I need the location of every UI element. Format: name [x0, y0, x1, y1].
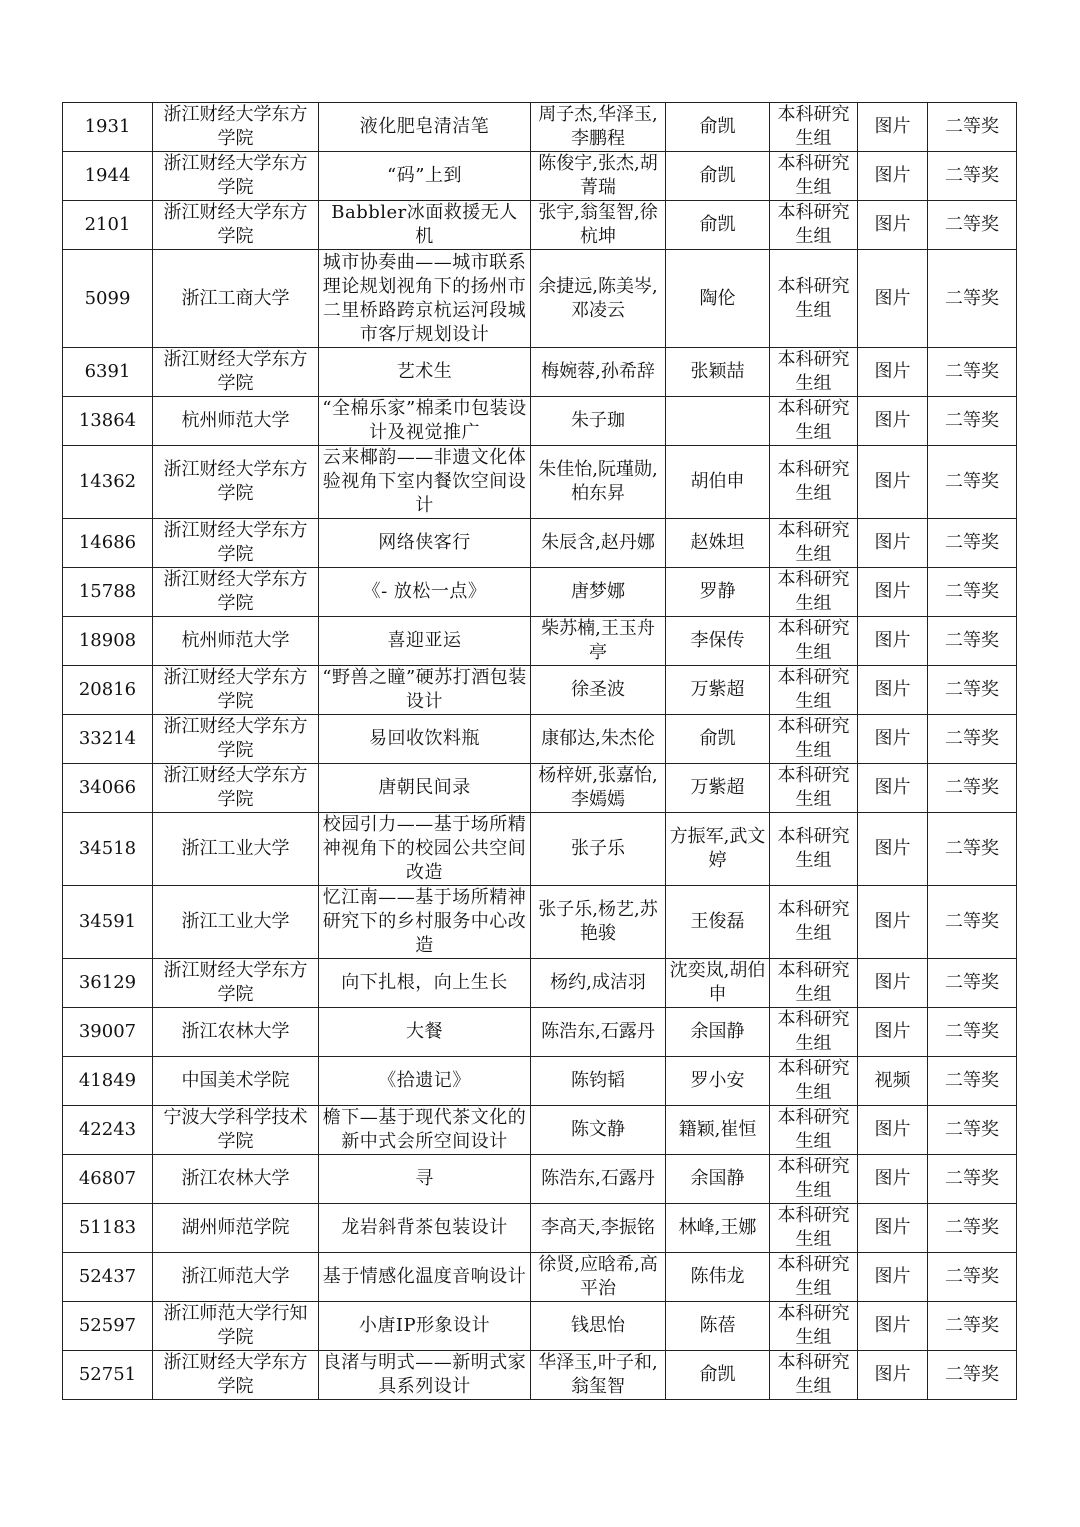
- cell-id: 52437: [63, 1253, 153, 1302]
- table-row: [63, 666, 1017, 715]
- cell-award: 二等奖: [928, 666, 1017, 715]
- cell-authors: 余捷远,陈美岑,邓凌云: [531, 250, 666, 348]
- cell-school: 浙江财经大学东方学院: [153, 103, 319, 152]
- cell-school: 浙江工业大学: [153, 813, 319, 886]
- cell-award: 二等奖: [928, 1008, 1017, 1057]
- cell-award: 二等奖: [928, 1351, 1017, 1400]
- cell-type: 图片: [858, 397, 928, 446]
- cell-type: 图片: [858, 764, 928, 813]
- cell-authors: 唐梦娜: [531, 568, 666, 617]
- cell-group: 本科研究生组: [770, 1204, 858, 1253]
- cell-award: 二等奖: [928, 617, 1017, 666]
- cell-school: 杭州师范大学: [153, 617, 319, 666]
- cell-id: 1931: [63, 103, 153, 152]
- table-row: [63, 1302, 1017, 1351]
- cell-id: 20816: [63, 666, 153, 715]
- cell-type: 图片: [858, 201, 928, 250]
- cell-award: 二等奖: [928, 446, 1017, 519]
- cell-group: 本科研究生组: [770, 1253, 858, 1302]
- cell-type: 图片: [858, 152, 928, 201]
- cell-group: 本科研究生组: [770, 666, 858, 715]
- table-row: [63, 1155, 1017, 1204]
- cell-type: 图片: [858, 1106, 928, 1155]
- cell-type: 图片: [858, 568, 928, 617]
- cell-advisor: 万紫超: [666, 666, 770, 715]
- cell-id: 15788: [63, 568, 153, 617]
- cell-advisor: 沈奕岚,胡伯申: [666, 959, 770, 1008]
- cell-title: 《- 放松一点》: [319, 568, 531, 617]
- cell-award: 二等奖: [928, 813, 1017, 886]
- cell-type: 图片: [858, 813, 928, 886]
- table-row: [63, 617, 1017, 666]
- cell-group: 本科研究生组: [770, 886, 858, 959]
- cell-advisor: 赵姝坦: [666, 519, 770, 568]
- cell-id: 6391: [63, 348, 153, 397]
- cell-school: 浙江财经大学东方学院: [153, 568, 319, 617]
- cell-group: 本科研究生组: [770, 103, 858, 152]
- cell-type: 图片: [858, 666, 928, 715]
- cell-id: 52751: [63, 1351, 153, 1400]
- cell-advisor: 陈蓓: [666, 1302, 770, 1351]
- cell-award: 二等奖: [928, 1155, 1017, 1204]
- cell-advisor: 俞凯: [666, 1351, 770, 1400]
- cell-authors: 徐贤,应晗希,高平治: [531, 1253, 666, 1302]
- cell-type: 图片: [858, 715, 928, 764]
- cell-school: 浙江工业大学: [153, 886, 319, 959]
- cell-award: 二等奖: [928, 201, 1017, 250]
- cell-group: 本科研究生组: [770, 152, 858, 201]
- cell-group: 本科研究生组: [770, 1106, 858, 1155]
- cell-authors: 朱子珈: [531, 397, 666, 446]
- table-row: [63, 103, 1017, 152]
- cell-title: 向下扎根，向上生长: [319, 959, 531, 1008]
- cell-id: 18908: [63, 617, 153, 666]
- cell-title: 忆江南——基于场所精神研究下的乡村服务中心改造: [319, 886, 531, 959]
- cell-type: 视频: [858, 1057, 928, 1106]
- cell-type: 图片: [858, 519, 928, 568]
- cell-title: “码”上到: [319, 152, 531, 201]
- table-row: [63, 1057, 1017, 1106]
- cell-type: 图片: [858, 1302, 928, 1351]
- table-row: [63, 764, 1017, 813]
- cell-advisor: 李保传: [666, 617, 770, 666]
- cell-title: 寻: [319, 1155, 531, 1204]
- table-row: [63, 1253, 1017, 1302]
- cell-group: 本科研究生组: [770, 959, 858, 1008]
- cell-authors: 柴苏楠,王玉舟亭: [531, 617, 666, 666]
- cell-advisor: 俞凯: [666, 201, 770, 250]
- cell-authors: 朱佳怡,阮瑾勋,柏东昇: [531, 446, 666, 519]
- cell-authors: 康郁达,朱杰伦: [531, 715, 666, 764]
- cell-title: 液化肥皂清洁笔: [319, 103, 531, 152]
- cell-school: 浙江师范大学行知学院: [153, 1302, 319, 1351]
- cell-type: 图片: [858, 959, 928, 1008]
- cell-title: “野兽之瞳”硬苏打酒包装设计: [319, 666, 531, 715]
- cell-advisor: 胡伯申: [666, 446, 770, 519]
- cell-school: 浙江师范大学: [153, 1253, 319, 1302]
- table-row: [63, 715, 1017, 764]
- cell-group: 本科研究生组: [770, 1008, 858, 1057]
- cell-authors: 陈浩东,石露丹: [531, 1008, 666, 1057]
- cell-title: 校园引力——基于场所精神视角下的校园公共空间改造: [319, 813, 531, 886]
- table-row: [63, 1351, 1017, 1400]
- cell-group: 本科研究生组: [770, 201, 858, 250]
- cell-id: 52597: [63, 1302, 153, 1351]
- cell-school: 浙江农林大学: [153, 1008, 319, 1057]
- cell-title: 基于情感化温度音响设计: [319, 1253, 531, 1302]
- cell-group: 本科研究生组: [770, 715, 858, 764]
- cell-award: 二等奖: [928, 715, 1017, 764]
- table-row: [63, 1204, 1017, 1253]
- cell-id: 33214: [63, 715, 153, 764]
- cell-school: 浙江财经大学东方学院: [153, 348, 319, 397]
- cell-title: 城市协奏曲——城市联系理论规划视角下的扬州市二里桥路跨京杭运河段城市客厅规划设计: [319, 250, 531, 348]
- cell-award: 二等奖: [928, 152, 1017, 201]
- cell-id: 5099: [63, 250, 153, 348]
- cell-group: 本科研究生组: [770, 348, 858, 397]
- cell-award: 二等奖: [928, 250, 1017, 348]
- cell-authors: 杨约,成洁羽: [531, 959, 666, 1008]
- cell-award: 二等奖: [928, 1204, 1017, 1253]
- table-row: [63, 519, 1017, 568]
- cell-group: 本科研究生组: [770, 813, 858, 886]
- cell-advisor: 陶伦: [666, 250, 770, 348]
- cell-title: 大餐: [319, 1008, 531, 1057]
- cell-authors: 朱辰含,赵丹娜: [531, 519, 666, 568]
- table-row: [63, 446, 1017, 519]
- cell-type: 图片: [858, 617, 928, 666]
- cell-group: 本科研究生组: [770, 764, 858, 813]
- cell-school: 中国美术学院: [153, 1057, 319, 1106]
- cell-school: 宁波大学科学技术学院: [153, 1106, 319, 1155]
- cell-school: 浙江农林大学: [153, 1155, 319, 1204]
- cell-title: 云来椰韵——非遗文化体验视角下室内餐饮空间设计: [319, 446, 531, 519]
- cell-title: “全棉乐家”棉柔巾包装设计及视觉推广: [319, 397, 531, 446]
- cell-authors: 华泽玉,叶子和,翁玺智: [531, 1351, 666, 1400]
- cell-authors: 李高天,李振铭: [531, 1204, 666, 1253]
- cell-id: 34518: [63, 813, 153, 886]
- table-row: [63, 886, 1017, 959]
- cell-award: 二等奖: [928, 348, 1017, 397]
- cell-advisor: 籍颖,崔恒: [666, 1106, 770, 1155]
- cell-advisor: 俞凯: [666, 715, 770, 764]
- cell-id: 42243: [63, 1106, 153, 1155]
- cell-award: 二等奖: [928, 568, 1017, 617]
- cell-type: 图片: [858, 1155, 928, 1204]
- table-row: [63, 959, 1017, 1008]
- cell-id: 39007: [63, 1008, 153, 1057]
- cell-advisor: 万紫超: [666, 764, 770, 813]
- cell-authors: 陈文静: [531, 1106, 666, 1155]
- cell-authors: 钱思怡: [531, 1302, 666, 1351]
- cell-type: 图片: [858, 348, 928, 397]
- cell-type: 图片: [858, 250, 928, 348]
- cell-group: 本科研究生组: [770, 1057, 858, 1106]
- cell-school: 浙江财经大学东方学院: [153, 1351, 319, 1400]
- cell-award: 二等奖: [928, 959, 1017, 1008]
- cell-group: 本科研究生组: [770, 250, 858, 348]
- cell-authors: 杨梓妍,张嘉怡,李嫣嫣: [531, 764, 666, 813]
- cell-school: 湖州师范学院: [153, 1204, 319, 1253]
- cell-award: 二等奖: [928, 764, 1017, 813]
- cell-award: 二等奖: [928, 1057, 1017, 1106]
- cell-advisor: [666, 397, 770, 446]
- cell-title: 小唐IP形象设计: [319, 1302, 531, 1351]
- cell-id: 34591: [63, 886, 153, 959]
- cell-id: 1944: [63, 152, 153, 201]
- cell-title: 良渚与明式——新明式家具系列设计: [319, 1351, 531, 1400]
- cell-authors: 徐圣波: [531, 666, 666, 715]
- cell-award: 二等奖: [928, 1253, 1017, 1302]
- cell-advisor: 方振军,武文婷: [666, 813, 770, 886]
- cell-title: 龙岩斜背茶包装设计: [319, 1204, 531, 1253]
- awards-table: [62, 102, 1017, 1400]
- cell-school: 浙江财经大学东方学院: [153, 959, 319, 1008]
- table-body: [63, 103, 1017, 1400]
- cell-title: 网络侠客行: [319, 519, 531, 568]
- cell-advisor: 王俊磊: [666, 886, 770, 959]
- cell-award: 二等奖: [928, 397, 1017, 446]
- cell-id: 34066: [63, 764, 153, 813]
- cell-id: 41849: [63, 1057, 153, 1106]
- cell-title: 喜迎亚运: [319, 617, 531, 666]
- cell-authors: 陈钧韬: [531, 1057, 666, 1106]
- table-row: [63, 568, 1017, 617]
- cell-advisor: 余国静: [666, 1008, 770, 1057]
- cell-authors: 张子乐,杨艺,苏艳骏: [531, 886, 666, 959]
- cell-type: 图片: [858, 1253, 928, 1302]
- cell-id: 2101: [63, 201, 153, 250]
- cell-group: 本科研究生组: [770, 519, 858, 568]
- cell-type: 图片: [858, 886, 928, 959]
- cell-authors: 周子杰,华泽玉,李鹏程: [531, 103, 666, 152]
- cell-title: 檐下—基于现代茶文化的新中式会所空间设计: [319, 1106, 531, 1155]
- cell-group: 本科研究生组: [770, 1351, 858, 1400]
- cell-title: 易回收饮料瓶: [319, 715, 531, 764]
- cell-authors: 张子乐: [531, 813, 666, 886]
- cell-authors: 张宇,翁玺智,徐杭坤: [531, 201, 666, 250]
- table-row: [63, 201, 1017, 250]
- cell-advisor: 俞凯: [666, 103, 770, 152]
- cell-id: 13864: [63, 397, 153, 446]
- cell-authors: 梅婉蓉,孙希辞: [531, 348, 666, 397]
- table-row: [63, 152, 1017, 201]
- cell-advisor: 陈伟龙: [666, 1253, 770, 1302]
- cell-title: 《拾遗记》: [319, 1057, 531, 1106]
- cell-award: 二等奖: [928, 886, 1017, 959]
- table-row: [63, 348, 1017, 397]
- cell-advisor: 罗小安: [666, 1057, 770, 1106]
- cell-id: 46807: [63, 1155, 153, 1204]
- cell-award: 二等奖: [928, 103, 1017, 152]
- cell-school: 浙江财经大学东方学院: [153, 152, 319, 201]
- cell-title: 艺术生: [319, 348, 531, 397]
- cell-advisor: 林峰,王娜: [666, 1204, 770, 1253]
- cell-school: 浙江财经大学东方学院: [153, 446, 319, 519]
- cell-id: 51183: [63, 1204, 153, 1253]
- cell-id: 14362: [63, 446, 153, 519]
- cell-advisor: 罗静: [666, 568, 770, 617]
- cell-advisor: 俞凯: [666, 152, 770, 201]
- cell-type: 图片: [858, 1204, 928, 1253]
- cell-school: 杭州师范大学: [153, 397, 319, 446]
- cell-title: Babbler冰面救援无人机: [319, 201, 531, 250]
- cell-award: 二等奖: [928, 1106, 1017, 1155]
- cell-school: 浙江财经大学东方学院: [153, 764, 319, 813]
- table-row: [63, 1106, 1017, 1155]
- cell-type: 图片: [858, 446, 928, 519]
- cell-advisor: 张颖喆: [666, 348, 770, 397]
- cell-school: 浙江财经大学东方学院: [153, 201, 319, 250]
- cell-type: 图片: [858, 1008, 928, 1057]
- cell-authors: 陈俊宇,张杰,胡菁瑞: [531, 152, 666, 201]
- cell-award: 二等奖: [928, 519, 1017, 568]
- cell-group: 本科研究生组: [770, 397, 858, 446]
- cell-type: 图片: [858, 1351, 928, 1400]
- cell-group: 本科研究生组: [770, 446, 858, 519]
- cell-school: 浙江财经大学东方学院: [153, 666, 319, 715]
- table-row: [63, 1008, 1017, 1057]
- cell-school: 浙江财经大学东方学院: [153, 715, 319, 764]
- table-row: [63, 397, 1017, 446]
- cell-school: 浙江财经大学东方学院: [153, 519, 319, 568]
- cell-group: 本科研究生组: [770, 617, 858, 666]
- cell-group: 本科研究生组: [770, 1302, 858, 1351]
- table-row: [63, 250, 1017, 348]
- cell-group: 本科研究生组: [770, 1155, 858, 1204]
- cell-group: 本科研究生组: [770, 568, 858, 617]
- cell-authors: 陈浩东,石露丹: [531, 1155, 666, 1204]
- cell-id: 14686: [63, 519, 153, 568]
- table-row: [63, 813, 1017, 886]
- cell-award: 二等奖: [928, 1302, 1017, 1351]
- cell-type: 图片: [858, 103, 928, 152]
- cell-id: 36129: [63, 959, 153, 1008]
- cell-advisor: 余国静: [666, 1155, 770, 1204]
- cell-school: 浙江工商大学: [153, 250, 319, 348]
- cell-title: 唐朝民间录: [319, 764, 531, 813]
